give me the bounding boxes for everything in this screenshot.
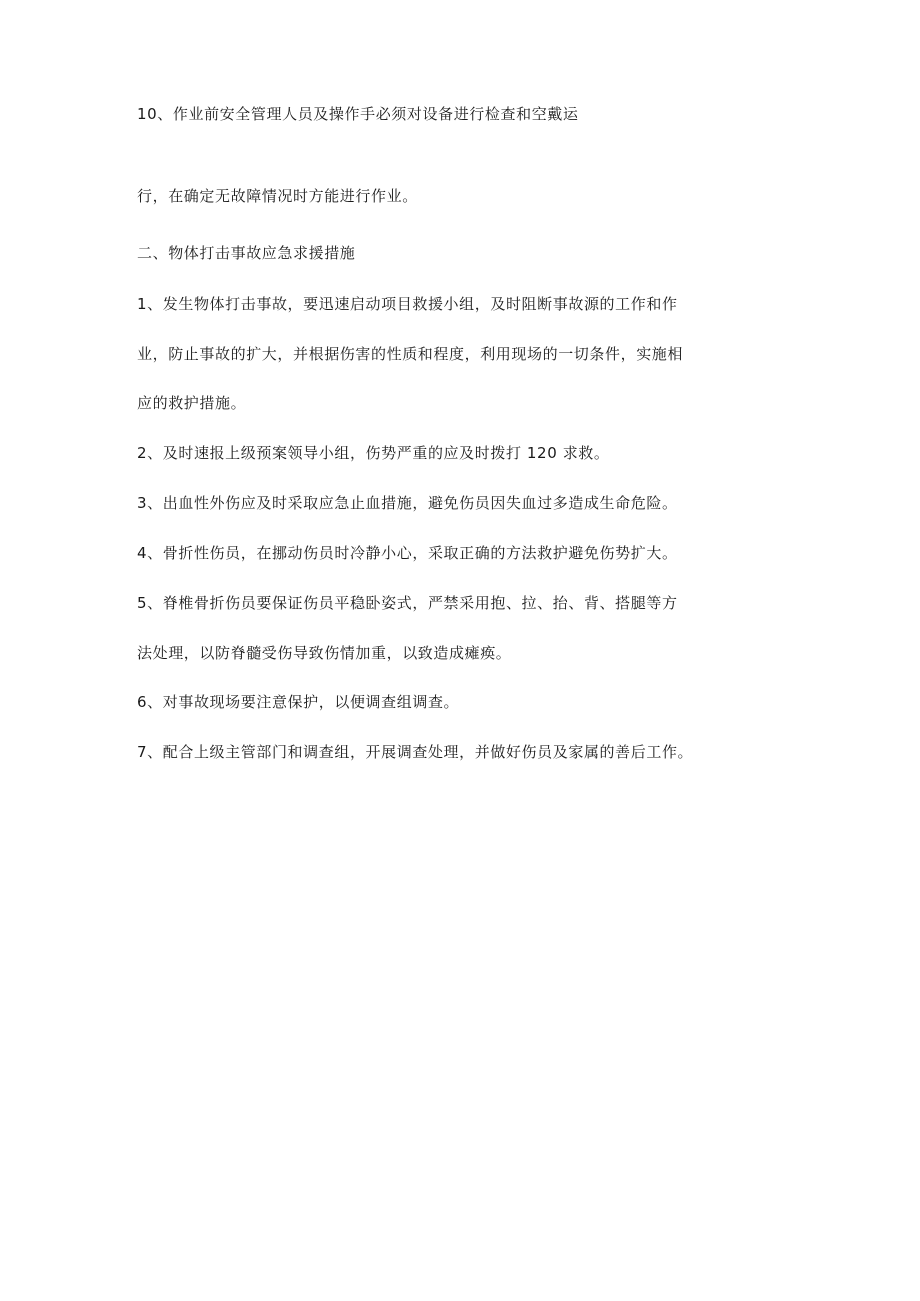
- paragraph-line: 1、发生物体打击事故，要迅速启动项目救援小组，及时阻断事故源的工作和作: [137, 295, 678, 313]
- paragraph-line: 业，防止事故的扩大，并根据伤害的性质和程度，利用现场的一切条件，实施相: [137, 345, 684, 363]
- paragraph-line: 6、对事故现场要注意保护，以便调查组调查。: [137, 693, 460, 711]
- paragraph-line: 4、骨折性伤员，在挪动伤员时冷静小心，采取正确的方法救护避免伤势扩大。: [137, 544, 678, 562]
- paragraph-line: 5、脊椎骨折伤员要保证伤员平稳卧姿式，严禁采用抱、拉、抬、背、搭腿等方: [137, 594, 678, 612]
- paragraph-line: 行，在确定无故障情况时方能进行作业。: [137, 187, 418, 205]
- paragraph-line: 3、出血性外伤应及时采取应急止血措施，避免伤员因失血过多造成生命危险。: [137, 494, 678, 512]
- paragraph-line: 应的救护措施。: [137, 394, 247, 412]
- paragraph-line: 2、及时速报上级预案领导小组，伤势严重的应及时拨打 120 求救。: [137, 444, 610, 462]
- paragraph-line: 7、配合上级主管部门和调查组，开展调查处理，并做好伤员及家属的善后工作。: [137, 743, 694, 761]
- section-heading: 二、物体打击事故应急求援措施: [137, 244, 356, 262]
- paragraph-line: 10、作业前安全管理人员及操作手必须对设备进行检查和空戴运: [137, 105, 579, 123]
- paragraph-line: 法处理，以防脊髓受伤导致伤情加重，以致造成瘫痪。: [137, 644, 512, 662]
